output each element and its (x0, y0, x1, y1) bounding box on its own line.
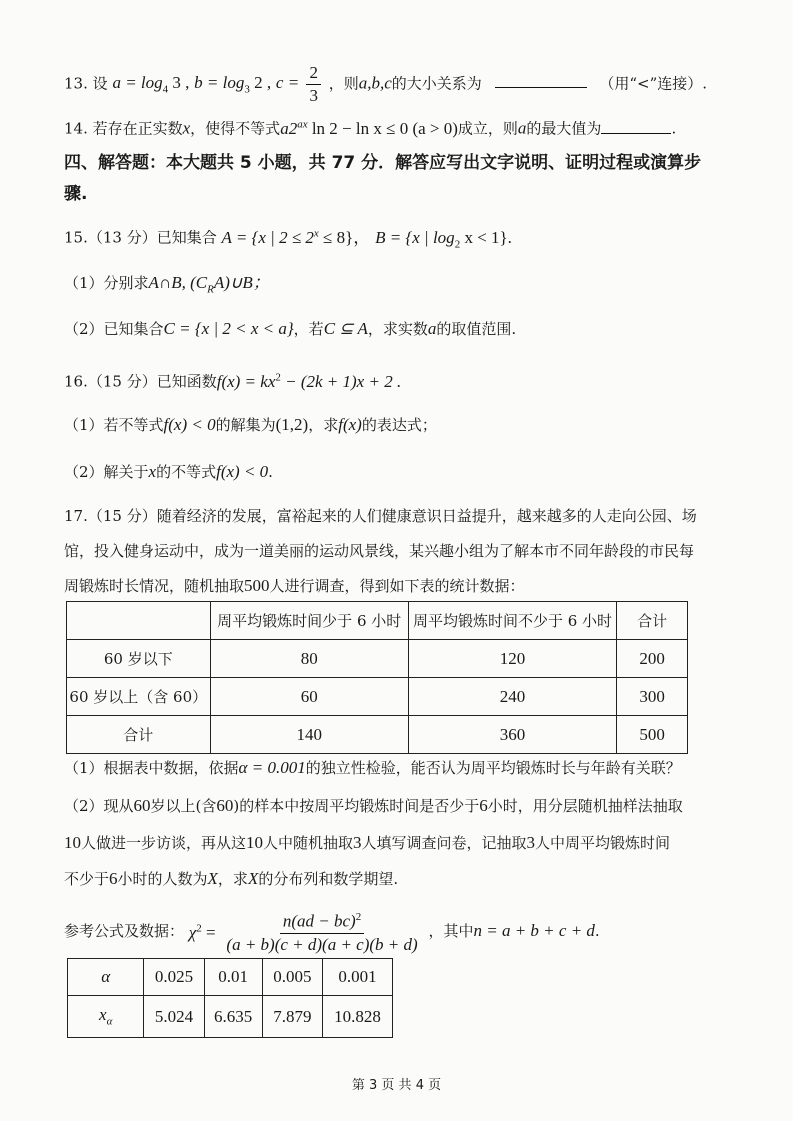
text: （2）解关于 (64, 463, 149, 481)
variables: a,b,c (358, 73, 392, 93)
text: 的最大值为 (526, 119, 602, 138)
hint: （用“<”连接）. (599, 74, 708, 93)
answer-blank[interactable] (601, 133, 671, 134)
question-15-part2 (64, 318, 516, 340)
text: 15.（13 分）已知集合 (64, 228, 217, 247)
text: 16.（15 分）已知函数 (64, 372, 217, 391)
table-cell: 300 (617, 678, 688, 716)
condition: C ⊆ A (323, 319, 368, 338)
table-cell: 6.635 (204, 996, 262, 1038)
text: 周锻炼时长情况，随机抽取 (64, 577, 245, 595)
text: ，使得不等式 (190, 119, 281, 138)
inequality: f(x) < 0 (216, 462, 269, 481)
b-definition: $b = \log_3 2$ , (194, 73, 272, 96)
alpha-value: α = 0.001 (238, 758, 306, 777)
set-a: A = {x | $2 \le 2^x \le 8$}， (221, 227, 371, 247)
question-14 (64, 113, 676, 140)
page-footer: 第 3 页 共 4 页 (351, 1078, 442, 1093)
question-16 (64, 366, 401, 393)
variable: a (427, 319, 437, 338)
function: $f(x) = kx^2 - (2k + 1)x + 2$ . (216, 371, 402, 391)
answer-blank[interactable] (495, 87, 587, 88)
set-b: B = {x | $\log_2 x < 1$}. (375, 227, 512, 251)
question-16-part1 (64, 414, 437, 436)
variable: a (517, 118, 527, 138)
chi-square-formula: $\frac{n(ad - bc)^2}{(a + b)(c + d)(a + c)(b + d)}$ (223, 906, 420, 956)
table-cell: 0.01 (204, 959, 262, 996)
table-row (67, 716, 688, 754)
text: 14. 若存在正实数 (64, 119, 183, 138)
table-row (67, 640, 688, 678)
section-heading: 四、解答题：本大题共 5 小题，共 77 分．解答应写出文字说明、证明过程或演算步 (64, 153, 702, 173)
expression: A∩B, $(C_RA)\cup B$； (148, 273, 270, 296)
table-row (68, 996, 393, 1038)
text: （1）根据表中数据，依据 (64, 759, 239, 777)
text: 的表达式； (361, 416, 437, 434)
question-17-part2-line2: 10人做进一步访谈，再从这10人中随机抽取3人填写调查问卷，记抽取3人中周平均锻炼时间 (64, 833, 671, 852)
question-number: 13. (64, 74, 88, 93)
table-cell: 240 (408, 678, 616, 716)
statistics-table (66, 601, 688, 754)
text: 的独立性检验，能否认为周平均锻炼时长与年龄有关联？ (305, 759, 681, 777)
row-label: $x_\alpha$ (68, 996, 144, 1038)
text: 参考公式及数据： (64, 921, 185, 940)
table-cell: 5.024 (144, 996, 204, 1038)
variable: x (182, 118, 191, 138)
question-13 (64, 62, 707, 107)
question-17-line1: 17.（15 分）随着经济的发展，富裕起来的人们健康意识日益提升，越来越多的人走向公园、场 (64, 507, 697, 525)
question-17-part2-line3: 不少于6小时的人数为X，求X的分布列和数学期望. (64, 869, 399, 888)
table-cell: 0.005 (262, 959, 322, 996)
text: 人进行调查，得到如下表的统计数据： (269, 577, 525, 595)
inequality: f(x) < 0 (163, 415, 216, 434)
table-cell: 140 (210, 716, 408, 754)
table-row (68, 959, 393, 996)
text: 的取值范围. (436, 320, 517, 338)
question-15 (64, 222, 512, 255)
text: （1）分别求 (64, 274, 149, 292)
table-cell: 500 (617, 716, 688, 754)
set-c: C = {x | 2 < x < a} (163, 319, 294, 338)
question-15-part1 (64, 272, 270, 300)
function: f(x) (338, 415, 362, 434)
table-cell: 0.001 (322, 959, 392, 996)
number: 500 (244, 576, 270, 595)
row-label: 合计 (67, 716, 211, 754)
row-label: 60 岁以下 (67, 640, 211, 678)
question-17-line2: 馆，投入健身运动中，成为一道美丽的运动风景线，某兴趣小组为了解本市不同年龄段的市民每 (64, 542, 695, 560)
table-row (67, 678, 688, 716)
solution-set: (1,2) (275, 415, 309, 434)
text: ，求实数 (367, 320, 428, 338)
text: （1）若不等式 (64, 416, 164, 434)
text: ，若 (293, 320, 324, 338)
question-17-line3 (64, 575, 525, 597)
text: ，其中 (428, 921, 474, 940)
question-17-part1 (64, 757, 681, 779)
text: . (671, 119, 677, 138)
header-cell: 合计 (617, 602, 688, 640)
text: . (268, 463, 273, 481)
table-cell: 0.025 (144, 959, 204, 996)
inequality: $a2^{ax}$ ln 2 − ln x ≤ 0 (a > 0) (280, 118, 458, 138)
text: 的不等式 (156, 463, 217, 481)
table-cell: 10.828 (322, 996, 392, 1038)
row-label: 60 岁以上（含 60） (67, 678, 211, 716)
chi-square-symbol: $\chi^2$ = (188, 922, 216, 943)
table-cell: 200 (617, 640, 688, 678)
c-definition: c = $\frac{2}{3}$ (276, 73, 324, 92)
table-header-row (67, 602, 688, 640)
reference-table (67, 958, 393, 1038)
question-16-part2 (64, 461, 273, 483)
header-cell: 周平均锻炼时间少于 6 小时 (210, 602, 408, 640)
header-cell (67, 602, 211, 640)
table-cell: 7.879 (262, 996, 322, 1038)
table-cell: 60 (210, 678, 408, 716)
reference-formula: 参考公式及数据： $\chi^2$ = $\frac{n(ad - bc)^2}{(a + b)(c + d)(a + c)(b + d)}$ ，其中n = a + b + c + d. (64, 906, 600, 956)
section-heading-cont: 骤. (64, 184, 88, 204)
text: 的解集为 (215, 416, 276, 434)
table-cell: 360 (408, 716, 616, 754)
text: 的大小关系为 (391, 74, 482, 93)
text: ，求 (308, 416, 339, 434)
row-label: α (68, 959, 144, 996)
n-definition: n = a + b + c + d (473, 920, 595, 940)
text: 设 (92, 74, 108, 93)
text: 成立，则 (457, 119, 518, 138)
text: （2）已知集合 (64, 320, 164, 338)
table-cell: 120 (408, 640, 616, 678)
variable: x (148, 462, 157, 481)
fraction: $\frac{2}{3}$ (306, 62, 321, 107)
question-17-part2-line1: （2）现从60岁以上(含60)的样本中按周平均锻炼时间是否少于6小时，用分层随机抽样法抽取 (64, 796, 683, 815)
text: ，则 (328, 74, 359, 93)
a-definition: $a = \log_4 3$ , (112, 73, 190, 96)
table-cell: 80 (210, 640, 408, 678)
header-cell: 周平均锻炼时间不少于 6 小时 (408, 602, 616, 640)
